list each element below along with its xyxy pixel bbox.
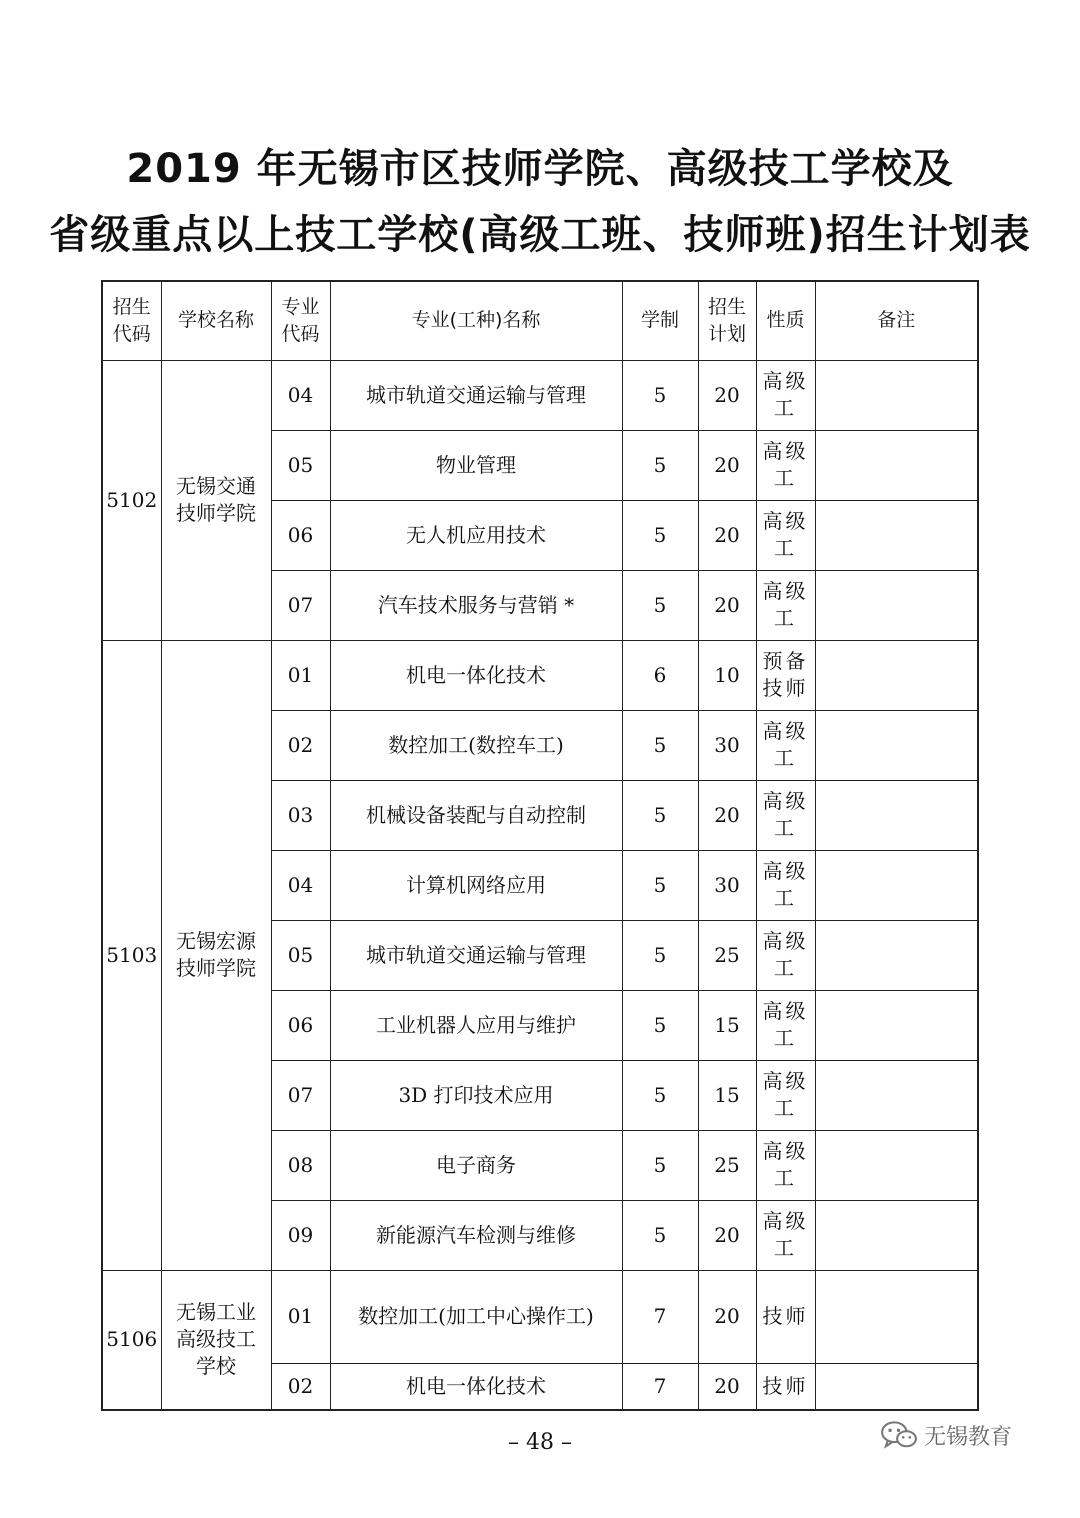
nature-cell: 技师 <box>756 1363 815 1410</box>
plan-cell: 25 <box>698 920 756 990</box>
plan-cell: 10 <box>698 640 756 710</box>
years-cell: 5 <box>622 360 698 430</box>
nature-cell: 高级 工 <box>756 570 815 640</box>
table-row <box>102 640 978 710</box>
plan-cell: 15 <box>698 990 756 1060</box>
school-name-cell: 无锡交通 技师学院 <box>161 360 271 640</box>
major-code-cell: 05 <box>271 430 330 500</box>
nature-cell: 技师 <box>756 1270 815 1363</box>
table-header-row <box>102 281 978 360</box>
notes-cell <box>815 430 978 500</box>
plan-cell: 20 <box>698 1200 756 1270</box>
plan-cell: 15 <box>698 1060 756 1130</box>
header-years: 学制 <box>622 281 698 360</box>
major-code-cell: 04 <box>271 850 330 920</box>
header-code: 招生 代码 <box>102 281 161 360</box>
watermark <box>880 1417 1060 1453</box>
notes-cell <box>815 1130 978 1200</box>
years-cell: 6 <box>622 640 698 710</box>
major-name-cell: 城市轨道交通运输与管理 <box>330 360 622 430</box>
plan-cell: 20 <box>698 500 756 570</box>
major-code-cell: 06 <box>271 990 330 1060</box>
major-name-cell: 无人机应用技术 <box>330 500 622 570</box>
major-name-cell: 新能源汽车检测与维修 <box>330 1200 622 1270</box>
plan-cell: 30 <box>698 710 756 780</box>
school-name-cell: 无锡宏源 技师学院 <box>161 640 271 1270</box>
major-code-cell: 02 <box>271 710 330 780</box>
major-name-cell: 机电一体化技术 <box>330 640 622 710</box>
major-code-cell: 05 <box>271 920 330 990</box>
plan-cell: 20 <box>698 1363 756 1410</box>
page-number: – 48 – <box>508 1430 572 1455</box>
nature-cell: 高级 工 <box>756 500 815 570</box>
plan-cell: 30 <box>698 850 756 920</box>
major-code-cell: 07 <box>271 570 330 640</box>
years-cell: 5 <box>622 850 698 920</box>
major-code-cell: 09 <box>271 1200 330 1270</box>
major-name-cell: 电子商务 <box>330 1130 622 1200</box>
nature-cell: 高级 工 <box>756 1200 815 1270</box>
header-major: 专业(工种)名称 <box>330 281 622 360</box>
major-code-cell: 01 <box>271 1270 330 1363</box>
major-code-cell: 07 <box>271 1060 330 1130</box>
years-cell: 5 <box>622 430 698 500</box>
major-name-cell: 数控加工(数控车工) <box>330 710 622 780</box>
table-row <box>102 360 978 430</box>
major-name-cell: 城市轨道交通运输与管理 <box>330 920 622 990</box>
major-name-cell: 汽车技术服务与营销 * <box>330 570 622 640</box>
notes-cell <box>815 1363 978 1410</box>
wechat-icon <box>880 1420 918 1450</box>
table-body <box>102 360 978 1410</box>
title-line-1: 2019 年无锡市区技师学院、高级技工学校及 <box>126 146 954 192</box>
notes-cell <box>815 640 978 710</box>
watermark-text: 无锡教育 <box>924 1424 1013 1450</box>
notes-cell <box>815 780 978 850</box>
plan-cell: 20 <box>698 360 756 430</box>
notes-cell <box>815 1200 978 1270</box>
school-code-cell: 5102 <box>102 360 161 640</box>
major-name-cell: 机电一体化技术 <box>330 1363 622 1410</box>
school-code-cell: 5106 <box>102 1270 161 1410</box>
school-code-cell: 5103 <box>102 640 161 1270</box>
major-code-cell: 01 <box>271 640 330 710</box>
table-row <box>102 1270 978 1363</box>
nature-cell: 高级 工 <box>756 1130 815 1200</box>
plan-cell: 25 <box>698 1130 756 1200</box>
nature-cell: 高级 工 <box>756 920 815 990</box>
years-cell: 5 <box>622 990 698 1060</box>
plan-cell: 20 <box>698 1270 756 1363</box>
years-cell: 5 <box>622 1200 698 1270</box>
years-cell: 5 <box>622 710 698 780</box>
notes-cell <box>815 360 978 430</box>
major-code-cell: 04 <box>271 360 330 430</box>
nature-cell: 高级 工 <box>756 780 815 850</box>
years-cell: 5 <box>622 780 698 850</box>
header-school: 学校名称 <box>161 281 271 360</box>
header-major-code: 专业 代码 <box>271 281 330 360</box>
nature-cell: 高级 工 <box>756 990 815 1060</box>
title-line-2: 省级重点以上技工学校(高级工班、技师班)招生计划表 <box>49 212 1031 258</box>
school-name-cell: 无锡工业 高级技工 学校 <box>161 1270 271 1410</box>
plan-cell: 20 <box>698 570 756 640</box>
years-cell: 5 <box>622 500 698 570</box>
years-cell: 5 <box>622 570 698 640</box>
header-nature: 性质 <box>756 281 815 360</box>
nature-cell: 预备 技师 <box>756 640 815 710</box>
major-code-cell: 02 <box>271 1363 330 1410</box>
notes-cell <box>815 850 978 920</box>
years-cell: 7 <box>622 1363 698 1410</box>
notes-cell <box>815 920 978 990</box>
major-name-cell: 数控加工(加工中心操作工) <box>330 1270 622 1363</box>
notes-cell <box>815 710 978 780</box>
major-name-cell: 物业管理 <box>330 430 622 500</box>
enrollment-plan-table <box>101 280 979 1411</box>
years-cell: 5 <box>622 1060 698 1130</box>
notes-cell <box>815 570 978 640</box>
header-plan: 招生 计划 <box>698 281 756 360</box>
header-notes: 备注 <box>815 281 978 360</box>
nature-cell: 高级 工 <box>756 710 815 780</box>
nature-cell: 高级 工 <box>756 430 815 500</box>
notes-cell <box>815 990 978 1060</box>
notes-cell <box>815 500 978 570</box>
major-code-cell: 06 <box>271 500 330 570</box>
major-code-cell: 03 <box>271 780 330 850</box>
major-name-cell: 机械设备装配与自动控制 <box>330 780 622 850</box>
notes-cell <box>815 1060 978 1130</box>
plan-cell: 20 <box>698 430 756 500</box>
nature-cell: 高级 工 <box>756 1060 815 1130</box>
notes-cell <box>815 1270 978 1363</box>
major-code-cell: 08 <box>271 1130 330 1200</box>
major-name-cell: 计算机网络应用 <box>330 850 622 920</box>
years-cell: 7 <box>622 1270 698 1363</box>
plan-cell: 20 <box>698 780 756 850</box>
major-name-cell: 3D 打印技术应用 <box>330 1060 622 1130</box>
major-name-cell: 工业机器人应用与维护 <box>330 990 622 1060</box>
years-cell: 5 <box>622 1130 698 1200</box>
years-cell: 5 <box>622 920 698 990</box>
nature-cell: 高级 工 <box>756 850 815 920</box>
nature-cell: 高级 工 <box>756 360 815 430</box>
